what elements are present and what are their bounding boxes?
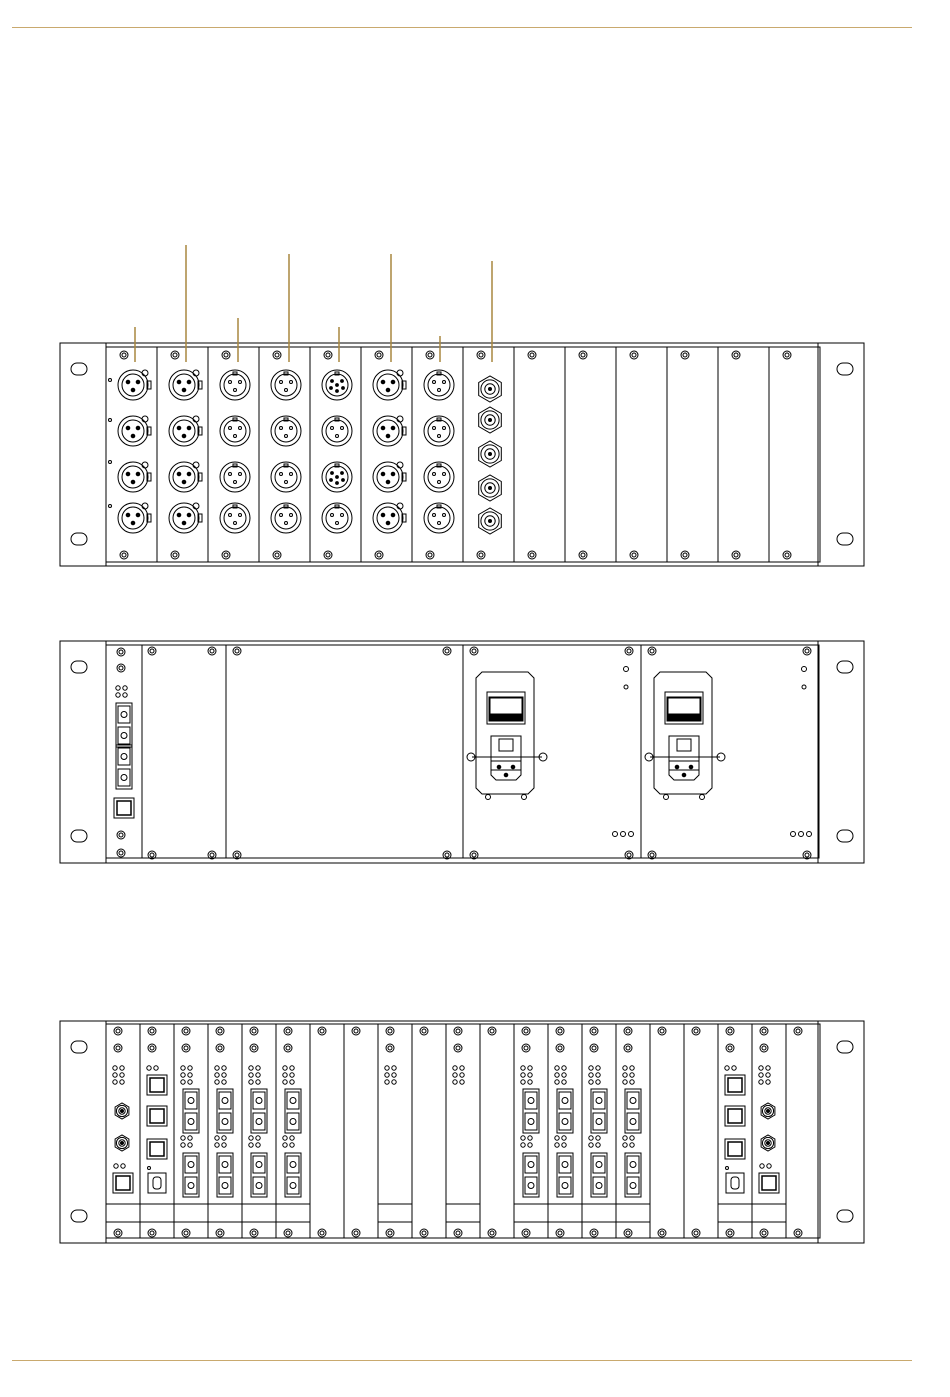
status-led-icon xyxy=(624,667,629,672)
module-blank xyxy=(412,1024,446,1238)
screw-icon xyxy=(171,351,179,359)
module-blank xyxy=(684,1024,718,1238)
screw-icon xyxy=(760,1044,768,1052)
led-indicators-icon xyxy=(385,1066,396,1084)
iec-power-inlet-switch-icon xyxy=(645,672,725,800)
bnc-connector-icon xyxy=(479,475,502,501)
module-blank xyxy=(616,347,667,562)
fiber-port-icon xyxy=(591,1153,607,1197)
screw-icon xyxy=(148,1229,156,1237)
screw-icon xyxy=(420,1229,428,1237)
led-indicators-icon xyxy=(453,1066,464,1084)
xlr-male-connector-icon xyxy=(424,416,454,446)
led-indicators-icon xyxy=(760,1164,771,1168)
screw-icon xyxy=(182,1044,190,1052)
screw-icon xyxy=(630,351,638,359)
screw-icon xyxy=(386,1044,394,1052)
module-fiber-quad xyxy=(276,1024,310,1238)
fiber-port-icon xyxy=(523,1153,539,1197)
screw-icon xyxy=(273,551,281,559)
bottom-accent-rule xyxy=(12,1360,912,1361)
screw-icon xyxy=(324,551,332,559)
xlr-male-connector-icon xyxy=(271,416,301,446)
screw-icon xyxy=(233,647,241,655)
xlr-female-connector-icon xyxy=(373,462,406,492)
screw-icon xyxy=(477,551,485,559)
screw-icon xyxy=(318,1027,326,1035)
mounting-hole-icon xyxy=(71,1041,87,1053)
xlr-multipin-connector-icon xyxy=(322,462,352,492)
screw-icon xyxy=(324,351,332,359)
mounting-hole-icon xyxy=(71,661,87,673)
status-led-icon xyxy=(802,667,807,672)
screw-icon xyxy=(658,1027,666,1035)
xlr-male-connector-icon xyxy=(322,416,352,446)
module-fiber-quad xyxy=(208,1024,242,1238)
xlr-female-connector-icon xyxy=(169,370,202,400)
rj45-port-icon xyxy=(147,1075,167,1095)
fiber-port-icon xyxy=(116,745,132,789)
screw-icon xyxy=(117,849,125,857)
screw-icon xyxy=(590,1044,598,1052)
screw-icon xyxy=(352,1027,360,1035)
led-indicators-icon xyxy=(249,1066,260,1084)
module-fiber-quad xyxy=(242,1024,276,1238)
screw-icon xyxy=(625,647,633,655)
xlr-male-connector-icon xyxy=(220,462,250,492)
screw-icon xyxy=(470,647,478,655)
screw-icon xyxy=(624,1229,632,1237)
mounting-hole-icon xyxy=(837,661,853,673)
module-blank xyxy=(786,1024,820,1238)
led-indicators-icon xyxy=(114,1164,125,1168)
module-blank xyxy=(650,1024,684,1238)
bnc-connector-icon xyxy=(479,508,502,534)
usb-port-icon xyxy=(726,1173,744,1193)
screw-icon xyxy=(443,647,451,655)
module-fiber-quad xyxy=(616,1024,650,1238)
bnc-connector-icon xyxy=(115,1103,129,1119)
screw-icon xyxy=(556,1229,564,1237)
bnc-connector-icon xyxy=(115,1135,129,1151)
bnc-connector-icon xyxy=(761,1135,775,1151)
screw-icon xyxy=(182,1229,190,1237)
screw-icon xyxy=(760,1229,768,1237)
mounting-hole-icon xyxy=(837,363,853,375)
screw-icon xyxy=(630,551,638,559)
status-led-icon xyxy=(621,832,626,837)
screw-icon xyxy=(117,648,125,656)
module-blank xyxy=(718,347,769,562)
screw-icon xyxy=(732,551,740,559)
screw-icon xyxy=(624,1044,632,1052)
rj45-port-icon xyxy=(759,1173,779,1193)
xlr-multipin-connector-icon xyxy=(322,370,352,400)
screw-icon xyxy=(250,1027,258,1035)
mounting-hole-icon xyxy=(837,830,853,842)
led-indicators-icon xyxy=(283,1066,294,1084)
screw-icon xyxy=(454,1044,462,1052)
screw-icon xyxy=(250,1044,258,1052)
status-led-icon xyxy=(629,832,634,837)
rack-body xyxy=(106,343,818,566)
module-blank xyxy=(769,347,820,562)
xlr-female-connector-icon xyxy=(118,462,151,492)
fiber-port-icon xyxy=(625,1153,641,1197)
screw-icon xyxy=(803,647,811,655)
screw-icon xyxy=(117,664,125,672)
module-blank xyxy=(480,1024,514,1238)
module-fiber-ethernet-controller xyxy=(106,645,142,858)
xlr-male-connector-icon xyxy=(220,416,250,446)
rj45-port-icon xyxy=(147,1106,167,1126)
screw-icon xyxy=(528,551,536,559)
screw-icon xyxy=(794,1229,802,1237)
screw-icon xyxy=(284,1229,292,1237)
fiber-port-icon xyxy=(523,1089,539,1133)
screw-icon xyxy=(426,551,434,559)
xlr-male-connector-icon xyxy=(271,503,301,533)
screw-icon xyxy=(148,647,156,655)
xlr-female-connector-icon xyxy=(373,416,406,446)
xlr-female-connector-icon xyxy=(118,370,151,400)
screw-icon xyxy=(794,1027,802,1035)
fiber-port-icon xyxy=(557,1089,573,1133)
screw-icon xyxy=(590,1229,598,1237)
led-indicators-icon xyxy=(521,1066,532,1084)
rack-body xyxy=(106,1021,818,1243)
screw-icon xyxy=(732,351,740,359)
led-indicators-icon xyxy=(116,686,127,697)
screw-icon xyxy=(386,1229,394,1237)
module-xlr-male-4 xyxy=(412,347,463,562)
status-led-icon xyxy=(807,832,812,837)
screw-icon xyxy=(783,551,791,559)
fiber-port-icon xyxy=(591,1089,607,1133)
screw-icon xyxy=(658,1229,666,1237)
module-bnc-5 xyxy=(463,347,514,562)
module-xlr-multipin-4 xyxy=(310,347,361,562)
screw-icon xyxy=(114,1027,122,1035)
fiber-port-icon xyxy=(557,1153,573,1197)
xlr-female-connector-icon xyxy=(169,462,202,492)
screw-icon xyxy=(114,1044,122,1052)
module-xlr-male-4 xyxy=(208,347,259,562)
screw-icon xyxy=(522,1229,530,1237)
screw-icon xyxy=(454,1229,462,1237)
screw-icon xyxy=(352,1229,360,1237)
screw-icon xyxy=(477,351,485,359)
module-leds-only xyxy=(378,1024,412,1238)
fiber-port-icon xyxy=(116,703,132,747)
led-indicators-icon xyxy=(215,1136,226,1147)
led-indicators-icon xyxy=(759,1066,770,1084)
module-blank xyxy=(344,1024,378,1238)
screw-icon xyxy=(216,1229,224,1237)
fiber-port-icon xyxy=(285,1153,301,1197)
led-indicators-icon xyxy=(249,1136,260,1147)
iec-power-inlet-switch-icon xyxy=(467,672,547,800)
xlr-female-connector-icon xyxy=(373,503,406,533)
status-led-icon xyxy=(613,832,618,837)
status-led-icon xyxy=(791,832,796,837)
module-xlr-female-4 xyxy=(106,347,157,562)
screw-icon xyxy=(783,351,791,359)
screw-icon xyxy=(692,1027,700,1035)
screw-icon xyxy=(117,831,125,839)
screw-icon xyxy=(120,351,128,359)
bnc-connector-icon xyxy=(479,376,502,402)
module-xlr-female-4 xyxy=(361,347,412,562)
screw-icon xyxy=(386,1027,394,1035)
screw-icon xyxy=(148,1027,156,1035)
screw-icon xyxy=(454,1027,462,1035)
screw-icon xyxy=(692,1229,700,1237)
screw-icon xyxy=(681,551,689,559)
module-power-supply xyxy=(463,645,641,859)
screw-icon xyxy=(222,351,230,359)
mounting-hole-icon xyxy=(837,533,853,545)
module-fiber-quad xyxy=(582,1024,616,1238)
screw-icon xyxy=(624,1027,632,1035)
screw-icon xyxy=(528,351,536,359)
rj45-port-icon xyxy=(147,1139,167,1159)
module-leds-only xyxy=(446,1024,480,1238)
module-blank xyxy=(514,347,565,562)
rj45-port-icon xyxy=(725,1075,745,1095)
xlr-male-connector-icon xyxy=(424,370,454,400)
screw-icon xyxy=(488,1229,496,1237)
led-indicators-icon xyxy=(623,1136,634,1147)
led-indicators-icon xyxy=(113,1066,124,1084)
xlr-male-connector-icon xyxy=(220,503,250,533)
front-audio-rack-diagram xyxy=(0,240,950,580)
screw-icon xyxy=(579,351,587,359)
screw-icon xyxy=(726,1027,734,1035)
screw-icon xyxy=(375,551,383,559)
screw-icon xyxy=(114,1229,122,1237)
led-indicators-icon xyxy=(589,1136,600,1147)
bnc-connector-icon xyxy=(479,407,502,433)
module-bnc-controller xyxy=(106,1024,140,1238)
screw-icon xyxy=(681,351,689,359)
led-indicators-icon xyxy=(147,1066,158,1070)
xlr-male-connector-icon xyxy=(271,462,301,492)
screw-icon xyxy=(182,1027,190,1035)
module-fiber-quad xyxy=(514,1024,548,1238)
screw-icon xyxy=(556,1027,564,1035)
usb-port-icon xyxy=(148,1173,166,1193)
screw-icon xyxy=(648,647,656,655)
status-led-icon xyxy=(799,832,804,837)
xlr-female-connector-icon xyxy=(169,416,202,446)
screw-icon xyxy=(522,1027,530,1035)
bnc-connector-icon xyxy=(479,441,502,467)
rear-power-rack-diagram xyxy=(0,632,950,872)
module-blank xyxy=(310,1024,344,1238)
screw-icon xyxy=(426,351,434,359)
screw-icon xyxy=(726,1044,734,1052)
led-indicators-icon xyxy=(181,1066,192,1084)
screw-icon xyxy=(273,351,281,359)
mounting-hole-icon xyxy=(71,1210,87,1222)
led-indicators-icon xyxy=(589,1066,600,1084)
module-xlr-male-4 xyxy=(259,347,310,562)
xlr-female-connector-icon xyxy=(118,416,151,446)
xlr-female-connector-icon xyxy=(373,370,406,400)
screw-icon xyxy=(375,351,383,359)
led-indicators-icon xyxy=(181,1136,192,1147)
rack-chassis xyxy=(60,1021,864,1243)
module-blank xyxy=(667,347,718,562)
mounting-hole-icon xyxy=(71,830,87,842)
front-fiber-rack-diagram xyxy=(0,1012,950,1252)
led-indicators-icon xyxy=(215,1066,226,1084)
fiber-port-icon xyxy=(251,1153,267,1197)
screw-icon xyxy=(284,1027,292,1035)
xlr-male-connector-icon xyxy=(322,503,352,533)
led-indicators-icon xyxy=(623,1066,634,1084)
xlr-male-connector-icon xyxy=(424,503,454,533)
rack-body xyxy=(106,641,818,863)
led-indicators-icon xyxy=(283,1136,294,1147)
fiber-port-icon xyxy=(217,1089,233,1133)
xlr-female-connector-icon xyxy=(118,503,151,533)
screw-icon xyxy=(522,1044,530,1052)
rj45-port-icon xyxy=(725,1139,745,1159)
screw-icon xyxy=(488,1027,496,1035)
fiber-port-icon xyxy=(285,1089,301,1133)
module-rj45-usb xyxy=(140,1024,174,1238)
rj45-port-icon xyxy=(725,1106,745,1126)
module-power-supply xyxy=(641,645,819,859)
module-blank-narrow xyxy=(142,645,226,859)
screw-icon xyxy=(556,1044,564,1052)
screw-icon xyxy=(222,551,230,559)
rj45-port-icon xyxy=(113,1173,133,1193)
screw-icon xyxy=(250,1229,258,1237)
module-rj45-usb xyxy=(718,1024,752,1238)
fiber-port-icon xyxy=(217,1153,233,1197)
screw-icon xyxy=(120,551,128,559)
mounting-hole-icon xyxy=(837,1210,853,1222)
screw-icon xyxy=(420,1027,428,1035)
xlr-male-connector-icon xyxy=(424,462,454,492)
top-accent-rule xyxy=(12,27,912,28)
rj45-port-icon xyxy=(114,798,134,818)
fiber-port-icon xyxy=(183,1153,199,1197)
status-led-icon xyxy=(624,685,628,689)
led-indicators-icon xyxy=(555,1136,566,1147)
module-xlr-female-4 xyxy=(157,347,208,562)
mounting-hole-icon xyxy=(71,533,87,545)
xlr-male-connector-icon xyxy=(271,370,301,400)
fiber-port-icon xyxy=(251,1089,267,1133)
led-indicators-icon xyxy=(521,1136,532,1147)
screw-icon xyxy=(590,1027,598,1035)
screw-icon xyxy=(760,1027,768,1035)
screw-icon xyxy=(216,1044,224,1052)
led-indicators-icon xyxy=(725,1066,736,1070)
screw-icon xyxy=(171,551,179,559)
module-fiber-quad xyxy=(548,1024,582,1238)
status-led-icon xyxy=(802,685,806,689)
module-fiber-quad xyxy=(174,1024,208,1238)
screw-icon xyxy=(726,1229,734,1237)
bnc-connector-icon xyxy=(761,1103,775,1119)
screw-icon xyxy=(284,1044,292,1052)
fiber-port-icon xyxy=(625,1089,641,1133)
rack-chassis xyxy=(60,641,864,863)
mounting-hole-icon xyxy=(837,1041,853,1053)
xlr-female-connector-icon xyxy=(169,503,202,533)
module-bnc-controller xyxy=(752,1024,786,1238)
mounting-hole-icon xyxy=(71,363,87,375)
xlr-male-connector-icon xyxy=(220,370,250,400)
module-blank-wide xyxy=(226,645,463,859)
screw-icon xyxy=(148,1044,156,1052)
led-indicators-icon xyxy=(555,1066,566,1084)
screw-icon xyxy=(208,647,216,655)
screw-icon xyxy=(318,1229,326,1237)
fiber-port-icon xyxy=(183,1089,199,1133)
module-blank xyxy=(565,347,616,562)
screw-icon xyxy=(579,551,587,559)
screw-icon xyxy=(216,1027,224,1035)
